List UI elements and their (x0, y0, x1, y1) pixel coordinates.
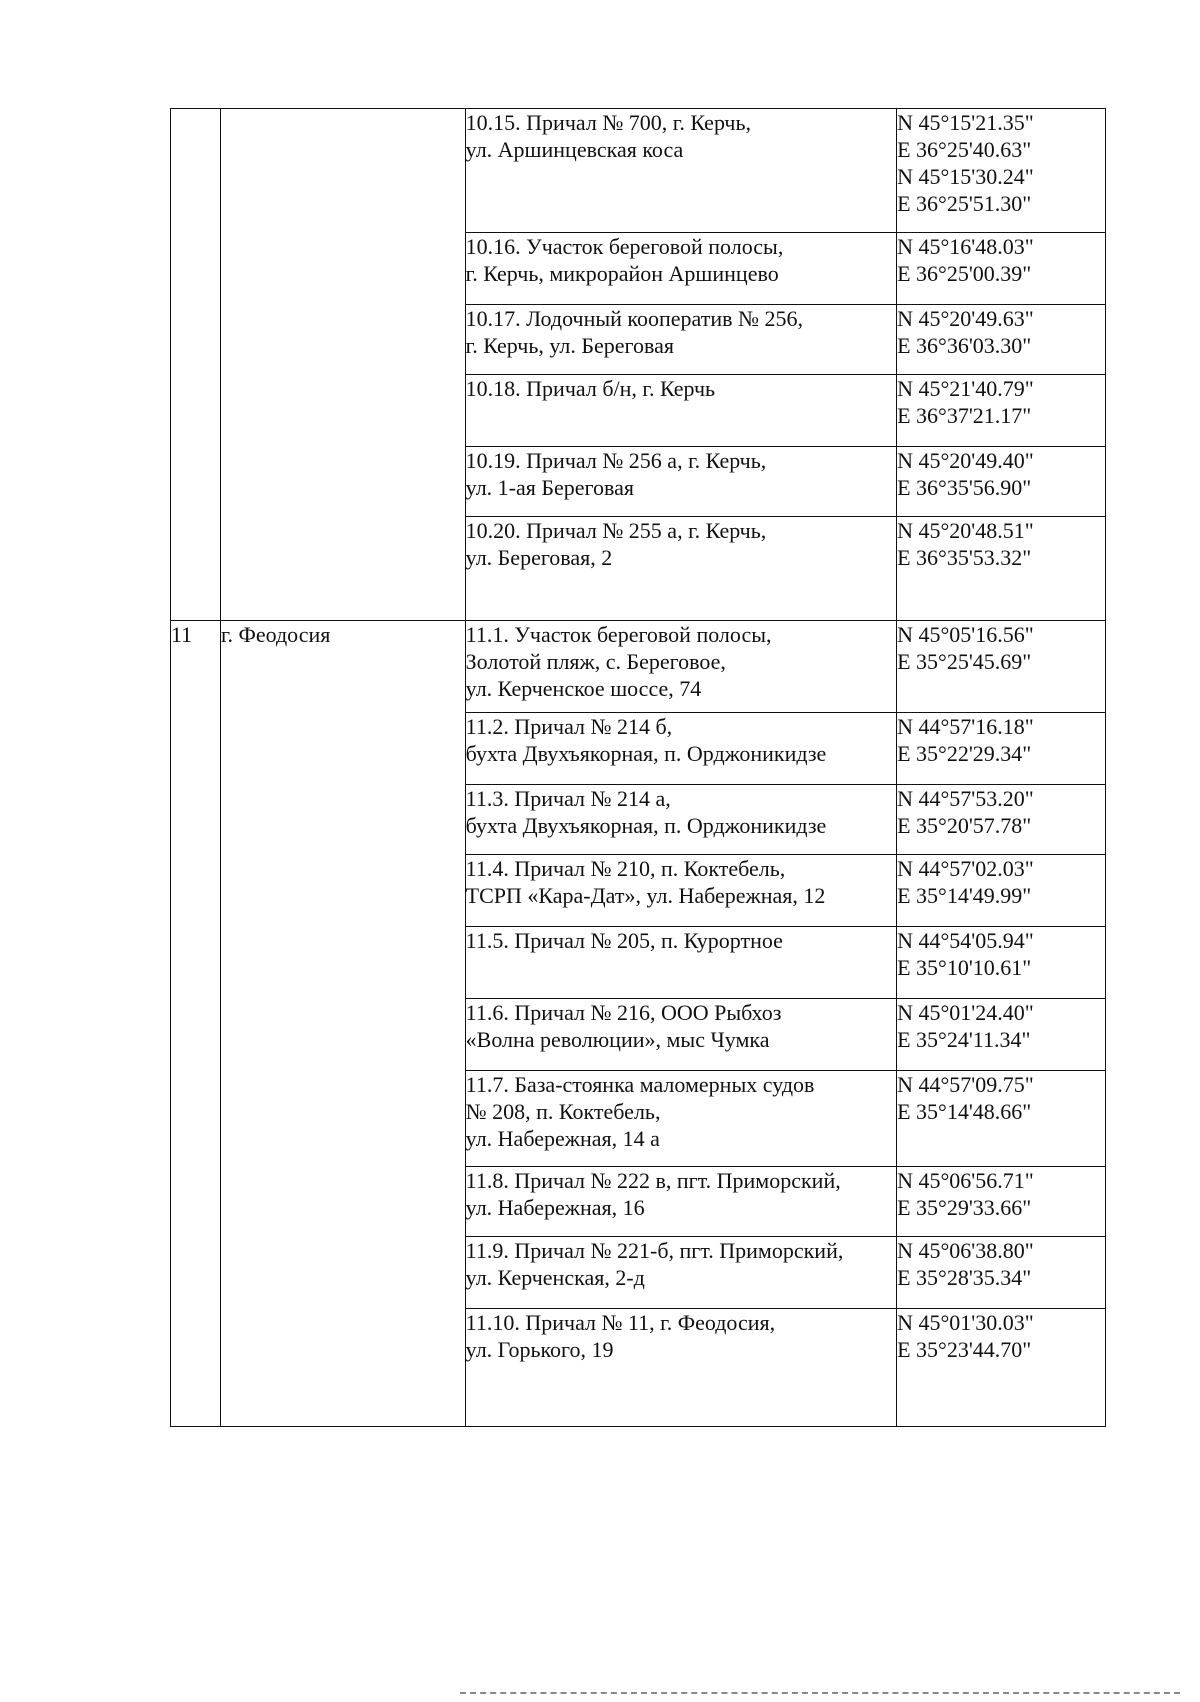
coordinate-value: N 44°57'16.18" (897, 714, 1034, 739)
coordinate-value: E 35°20'57.78" (897, 813, 1032, 838)
object-cell (465, 1071, 896, 1167)
coordinates-cell (897, 855, 1106, 927)
coordinate-value: N 45°01'24.40" (897, 1000, 1034, 1025)
object-cell (465, 1309, 896, 1427)
scan-artifact-dashes (460, 1692, 1180, 1698)
coordinates-cell (897, 375, 1106, 447)
coordinate-value: E 36°36'03.30" (897, 333, 1032, 358)
object-cell (465, 233, 896, 305)
coordinate-value: E 36°35'53.32" (897, 545, 1032, 570)
coordinate-value: N 45°15'30.24" (897, 164, 1034, 189)
coordinate-value: E 36°25'51.30" (897, 191, 1032, 216)
coordinate-value: E 35°24'11.34" (897, 1027, 1031, 1052)
group-number-cell: 11 (171, 621, 221, 1427)
coordinates-cell (897, 1237, 1106, 1309)
coordinate-value: E 35°28'35.34" (897, 1265, 1032, 1290)
coordinate-value: E 36°25'40.63" (897, 137, 1032, 162)
group-number-cell (171, 109, 221, 621)
object-description: 10.15. Причал № 700, г. Керчь, ул. Аршинцевская коса (465, 110, 752, 162)
coordinate-value: N 44°57'53.20" (897, 786, 1034, 811)
group-city-cell: г. Феодосия (220, 621, 465, 1427)
coordinates-cell (897, 999, 1106, 1071)
object-cell (465, 109, 896, 233)
object-description: 10.16. Участок береговой полосы, г. Керчь, микрорайон Аршинцево (465, 234, 784, 286)
object-description: 11.4. Причал № 210, п. Коктебель, ТСРП «Кара-Дат», ул. Набережная, 12 (465, 856, 826, 908)
coordinate-value: N 45°20'49.40" (897, 448, 1034, 473)
table-row (171, 109, 1106, 233)
object-cell (465, 999, 896, 1071)
coordinate-value: E 35°14'49.99" (897, 883, 1032, 908)
group-city-cell (220, 109, 465, 621)
coordinate-value: E 35°25'45.69" (897, 649, 1032, 674)
object-cell (465, 517, 896, 621)
coordinate-value: N 45°15'21.35" (897, 110, 1034, 135)
coordinates-cell (897, 109, 1106, 233)
object-description: 11.1. Участок береговой полосы, Золотой пляж, с. Береговое, ул. Керченское шоссе, 74 (465, 622, 772, 701)
coordinate-value: N 45°05'16.56" (897, 622, 1034, 647)
object-description: 10.18. Причал б/н, г. Керчь (465, 376, 716, 401)
coordinate-value: E 36°25'00.39" (897, 261, 1032, 286)
object-cell (465, 855, 896, 927)
coordinate-value: E 35°22'29.34" (897, 741, 1032, 766)
coordinate-value: E 35°29'33.66" (897, 1195, 1032, 1220)
object-cell (465, 713, 896, 785)
object-description: 11.2. Причал № 214 б, бухта Двухъякорная, п. Орджоникидзе (465, 714, 827, 766)
coordinate-value: N 45°21'40.79" (897, 376, 1034, 401)
coordinates-cell (897, 1071, 1106, 1167)
object-description: 11.7. База-стоянка маломерных судов № 208, п. Коктебель, ул. Набережная, 14 а (465, 1072, 815, 1151)
coordinate-value: N 45°06'56.71" (897, 1168, 1034, 1193)
object-description: 10.20. Причал № 255 а, г. Керчь, ул. Береговая, 2 (465, 518, 767, 570)
coordinate-value: N 44°57'02.03" (897, 856, 1034, 881)
object-description: 11.9. Причал № 221-б, пгт. Приморский, ул. Керченская, 2-д (465, 1238, 844, 1290)
table-row (171, 621, 1106, 713)
object-description: 11.6. Причал № 216, ООО Рыбхоз «Волна революции», мыс Чумка (465, 1000, 782, 1052)
coordinates-cell (897, 305, 1106, 375)
coordinate-value: E 35°23'44.70" (897, 1337, 1032, 1362)
coordinates-cell (897, 1309, 1106, 1427)
coordinate-value: N 45°20'49.63" (897, 306, 1034, 331)
object-cell (465, 621, 896, 713)
object-description: 10.19. Причал № 256 а, г. Керчь, ул. 1-ая Береговая (465, 448, 767, 500)
object-description: 11.10. Причал № 11, г. Феодосия, ул. Горького, 19 (465, 1310, 776, 1362)
object-cell (465, 305, 896, 375)
coordinates-cell (897, 517, 1106, 621)
object-cell (465, 1167, 896, 1237)
coordinate-value: E 35°14'48.66" (897, 1099, 1032, 1124)
coordinate-value: N 45°01'30.03" (897, 1310, 1034, 1335)
coordinates-cell (897, 447, 1106, 517)
object-cell (465, 375, 896, 447)
coordinates-cell (897, 713, 1106, 785)
berths-table (170, 108, 1106, 1427)
coordinate-value: E 36°35'56.90" (897, 475, 1032, 500)
object-description: 11.3. Причал № 214 а, бухта Двухъякорная, п. Орджоникидзе (465, 786, 827, 838)
coordinate-value: N 45°20'48.51" (897, 518, 1034, 543)
object-cell (465, 785, 896, 855)
coordinates-cell (897, 621, 1106, 713)
coordinates-cell (897, 927, 1106, 999)
object-description: 11.5. Причал № 205, п. Курортное (465, 928, 783, 953)
coordinates-cell (897, 233, 1106, 305)
coordinate-value: N 45°06'38.80" (897, 1238, 1034, 1263)
table-body (171, 109, 1106, 1427)
object-cell (465, 1237, 896, 1309)
coordinate-value: N 44°57'09.75" (897, 1072, 1034, 1097)
coordinate-value: N 44°54'05.94" (897, 928, 1034, 953)
object-cell (465, 447, 896, 517)
coordinates-cell (897, 1167, 1106, 1237)
coordinate-value: E 36°37'21.17" (897, 403, 1032, 428)
coordinates-cell (897, 785, 1106, 855)
coordinate-value: N 45°16'48.03" (897, 234, 1034, 259)
object-cell (465, 927, 896, 999)
object-description: 11.8. Причал № 222 в, пгт. Приморский, ул. Набережная, 16 (465, 1168, 841, 1220)
coordinate-value: E 35°10'10.61" (897, 955, 1032, 980)
object-description: 10.17. Лодочный кооператив № 256, г. Керчь, ул. Береговая (465, 306, 803, 358)
